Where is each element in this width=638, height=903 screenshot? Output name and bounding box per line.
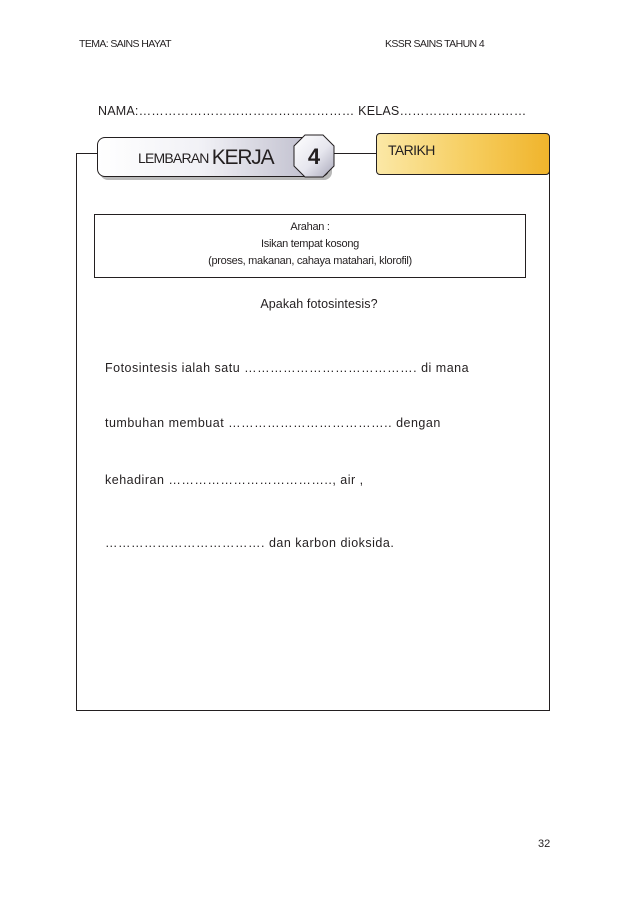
instruction-heading: Arahan : — [290, 221, 330, 233]
worksheet-number-badge — [293, 134, 335, 178]
instruction-box — [94, 214, 526, 278]
fill-line-4: ………………………………. dan karbon dioksida. — [105, 536, 395, 550]
date-label: TARIKH — [388, 142, 435, 158]
fill-line-3: kehadiran ……………………………….., air , — [105, 473, 364, 487]
worksheet-title-small: LEMBARAN — [138, 150, 212, 166]
page-number: 32 — [538, 838, 551, 850]
worksheet-title — [138, 146, 273, 170]
instruction-text: Isikan tempat kosong — [261, 238, 359, 250]
name-class-line: NAMA:…………………………………………… KELAS………………………… — [98, 104, 527, 118]
header-theme: TEMA: SAINS HAYAT — [79, 38, 171, 50]
worksheet-number: 4 — [307, 144, 321, 169]
header-curriculum: KSSR SAINS TAHUN 4 — [385, 38, 485, 50]
fill-line-2: tumbuhan membuat ……………………………….. dengan — [105, 416, 441, 430]
worksheet-title-big: KERJA — [211, 146, 274, 169]
question-title: Apakah fotosintesis? — [260, 297, 378, 311]
fill-line-1: Fotosintesis ialah satu …………………………………. di mana — [105, 361, 470, 375]
instruction-options: (proses, makanan, cahaya matahari, klorofil) — [208, 255, 412, 267]
